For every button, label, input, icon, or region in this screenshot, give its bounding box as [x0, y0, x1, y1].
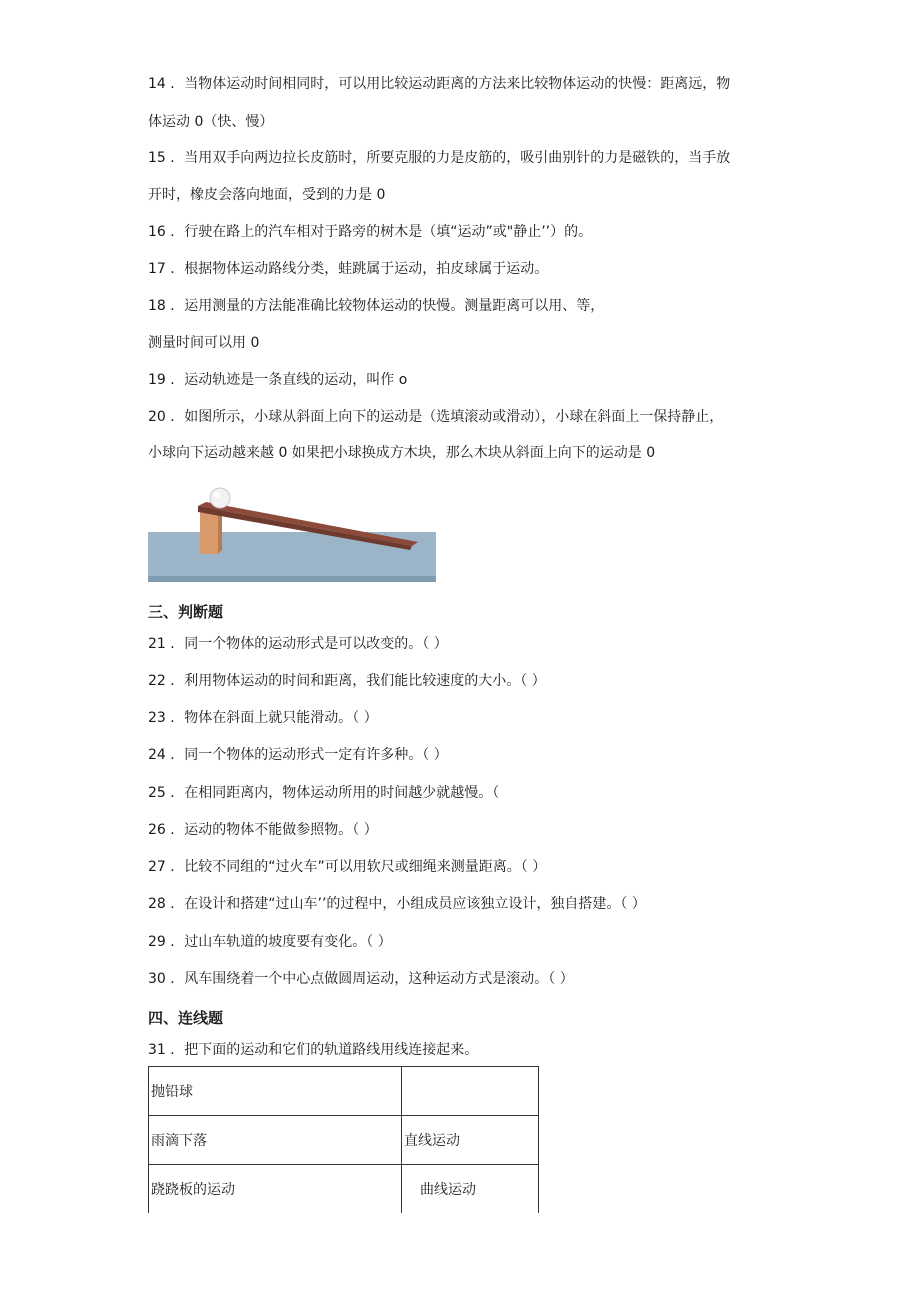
- question-24: 24 ．同一个物体的运动形式一定有许多种。（ ）: [148, 747, 448, 763]
- inclined-plane-figure: [148, 484, 436, 582]
- table-row: [149, 1067, 539, 1116]
- path-cell: 直线运动: [402, 1116, 539, 1165]
- question-30: 30 ．风车围绕着一个中心点做圆周运动，这种运动方式是滚动。（ ）: [148, 971, 574, 987]
- path-cell: [402, 1067, 539, 1116]
- question-14-line1: 14 ．当物体运动时间相同时，可以用比较运动距离的方法来比较物体运动的快慢：距离远，物: [148, 76, 731, 92]
- motion-cell: 抛铅球: [149, 1067, 402, 1116]
- question-25: 25 ．在相同距离内，物体运动所用的时间越少就越慢。（: [148, 785, 500, 801]
- matching-table: [148, 1066, 539, 1213]
- section-4-title: 四、连线题: [148, 1009, 224, 1027]
- table-row: [149, 1165, 539, 1214]
- question-20-line1: 20 ．如图所示，小球从斜面上向下的运动是（选填滚动或滑动），小球在斜面上一保持静止，: [148, 409, 724, 425]
- table-row: [149, 1116, 539, 1165]
- question-16: 16 ．行驶在路上的汽车相对于路旁的树木是（填“运动”或"静止’’）的。: [148, 224, 593, 240]
- motion-cell: 雨滴下落: [149, 1116, 402, 1165]
- question-22: 22 ．利用物体运动的时间和距离，我们能比较速度的大小。（ ）: [148, 673, 546, 689]
- question-26: 26 ．运动的物体不能做参照物。（ ）: [148, 822, 378, 838]
- question-14-line2: 体运动 0（快、慢）: [148, 114, 274, 130]
- question-19: 19 ．运动轨迹是一条直线的运动，叫作 o: [148, 372, 408, 388]
- question-20-line2: 小球向下运动越来越 0 如果把小球换成方木块，那么木块从斜面上向下的运动是 0: [148, 445, 656, 461]
- question-17: 17 ．根据物体运动路线分类，蛙跳属于运动，拍皮球属于运动。: [148, 261, 549, 277]
- ball: [210, 488, 230, 508]
- question-27: 27 ．比较不同组的“过火车”可以用软尺或细绳来测量距离。（ ）: [148, 859, 547, 875]
- question-21: 21 ．同一个物体的运动形式是可以改变的。（ ）: [148, 636, 448, 652]
- question-15-line1: 15 ．当用双手向两边拉长皮筋时，所要克服的力是皮筋的，吸引曲别针的力是磁铁的，当手放: [148, 150, 731, 166]
- support-block: [200, 510, 218, 554]
- section-3-title: 三、判断题: [148, 603, 224, 621]
- question-29: 29 ．过山车轨道的坡度要有变化。（ ）: [148, 934, 392, 950]
- question-23: 23 ．物体在斜面上就只能滑动。（ ）: [148, 710, 378, 726]
- path-cell: 曲线运动: [402, 1165, 539, 1214]
- motion-cell: 跷跷板的运动: [149, 1165, 402, 1214]
- question-18-line1: 18 ．运用测量的方法能准确比较物体运动的快慢。测量距离可以用、等，: [148, 298, 605, 314]
- question-28: 28 ．在设计和搭建“过山车’’的过程中，小组成员应该独立设计，独自搭建。（ ）: [148, 896, 646, 912]
- question-18-line2: 测量时间可以用 0: [148, 335, 260, 351]
- question-15-line2: 开时，橡皮会落向地面，受到的力是 0: [148, 187, 386, 203]
- question-31: 31 ．把下面的运动和它们的轨道路线用线连接起来。: [148, 1042, 479, 1058]
